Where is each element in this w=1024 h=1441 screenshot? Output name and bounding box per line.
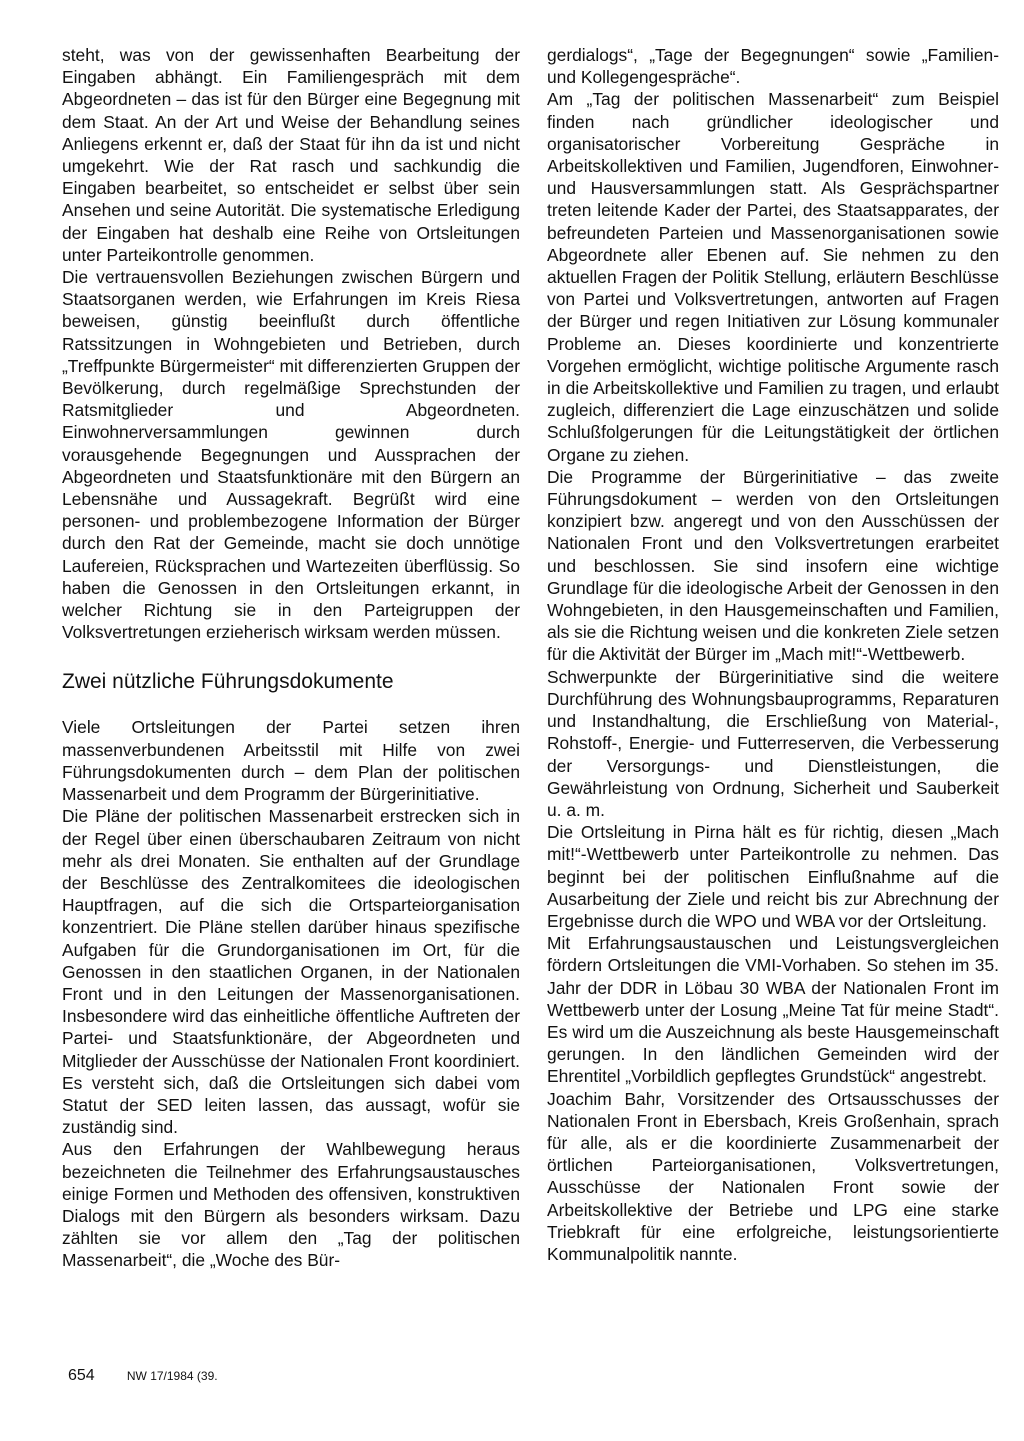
paragraph: Viele Ortsleitungen der Partei setzen ihren massenverbundenen Arbeitsstil mit Hilfe von zwei Führungsdokumenten durch – dem Plan der politischen Massenarbeit und dem Programm der Bürgerinitiative. (62, 717, 520, 805)
paragraph: Am „Tag der politischen Massenarbeit“ zum Beispiel finden nach gründlicher ideologischer und organisatorischer Vorbereitung Gespräche in Arbeitskollektiven und Familien, Jugendforen, Einwohner- und Hausversammlungen statt. Als Gesprächspartner treten leitende Kader der Partei, des Staatsapparates, der befreundeten Parteien und Massenorganisationen sowie Abgeordnete aller Ebenen auf. Sie nehmen zu den aktuellen Fragen der Politik Stellung, erläutern Beschlüsse von Partei und Volksvertretungen, antworten auf Fragen der Bürger und regen Initiativen zur Lösung kommunaler Probleme an. Dieses koordinierte und konzentrierte Vorgehen ermöglicht, wichtige politische Argumente rasch in die Arbeitskollektive und Familien zu tragen, und erlaubt zugleich, differenziert die Lage einzuschätzen und solide Schlußfolgerungen für die Leitungstätigkeit der örtlichen Organe zu ziehen. (547, 89, 999, 465)
paragraph: gerdialogs“, „Tage der Begegnungen“ sowie „Familien- und Kollegengespräche“. (547, 45, 999, 88)
paragraph: Die Ortsleitung in Pirna hält es für richtig, diesen „Mach mit!“-Wettbewerb unter Parteikontrolle zu nehmen. Das beginnt bei der politischen Einflußnahme auf die Ausarbeitung der Ziele und reicht bis zur Abrechnung der Ergebnisse durch die WPO und WBA vor der Ortsleitung. (547, 822, 999, 931)
paragraph: Die Pläne der politischen Massenarbeit erstrecken sich in der Regel über einen überschaubaren Zeitraum von nicht mehr als drei Monaten. Sie enthalten auf der Grundlage der Beschlüsse des Zentralkomitees die ideologischen Hauptfragen, auf die sich die Ortsparteiorganisation konzentriert. Die Pläne stellen darüber hinaus spezifische Aufgaben für die Grundorganisationen im Ort, für die Genossen in den staatlichen Organen, in der Nationalen Front und in den Leitungen der Massenorganisationen. Insbesondere wird das einheitliche öffentliche Auftreten der Partei- und Staatsfunktionäre, der Abgeordneten und Mitglieder der Ausschüsse der Nationalen Front koordiniert. Es versteht sich, daß die Ortsleitungen sich dabei vom Statut der SED leiten lassen, das aussagt, wofür sie zuständig sind. (62, 806, 520, 1138)
paragraph: Mit Erfahrungsaustauschen und Leistungsvergleichen fördern Ortsleitungen die VMI-Vorhaben. So stehen im 35. Jahr der DDR in Löbau 30 WBA der Nationalen Front im Wettbewerb unter der Losung „Meine Tat für meine Stadt“. Es wird um die Auszeichnung als beste Hausgemeinschaft gerungen. In den ländlichen Gemeinden wird der Ehrentitel „Vorbildlich gepflegtes Grundstück“ angestrebt. (547, 933, 999, 1087)
paragraph: Die vertrauensvollen Beziehungen zwischen Bürgern und Staatsorganen werden, wie Erfahrungen im Kreis Riesa beweisen, günstig beeinflußt durch öffentliche Ratssitzungen in Wohngebieten und Betrieben, durch „Treffpunkte Bürgermeister“ mit differenzierten Gruppen der Bevölkerung, durch regelmäßige Sprechstunden der Ratsmitglieder und Abgeordneten. Einwohnerversammlungen gewinnen durch vorausgehende Begegnungen und Aussprachen der Abgeordneten und Staatsfunktionäre mit den Bürgern an Lebensnähe und Aussagekraft. Begrüßt wird eine personen- und problembezogene Information der Bürger durch den Rat der Gemeinde, macht sie doch unnötige Laufereien, Rücksprachen und Wartezeiten überflüssig. So haben die Genossen in den Ortsleitungen erkannt, in welcher Richtung sie in den Parteigruppen der Volksvertretungen erzieherisch wirksam werden müssen. (62, 267, 520, 643)
issue-reference: NW 17/1984 (39. (126, 1369, 218, 1383)
paragraph: Schwerpunkte der Bürgerinitiative sind die weitere Durchführung des Wohnungsbauprogramms, Reparaturen und Instandhaltung, die Erschließung von Material-, Rohstoff-, Energie- und Futterreserven, die Verbesserung der Versorgungs- und Dienstleistungen, die Gewährleistung von Ordnung, Sicherheit und Sauberkeit u. a. m. (547, 666, 999, 820)
right-column (547, 44, 999, 1265)
page-footer (68, 1367, 218, 1385)
section-heading: Zwei nützliche Führungsdokumente (62, 670, 394, 694)
paragraph: Joachim Bahr, Vorsitzender des Ortsausschusses der Nationalen Front in Ebersbach, Kreis Großenhain, sprach für alle, als er die koordinierte Zusammenarbeit der örtlichen Parteiorganisationen, Volksvertretungen, Ausschüsse der Nationalen Front sowie der Arbeitskollektive der Betriebe und LPG eine starke Triebkraft für eine erfolgreiche, leistungsorientierte Kommunalpolitik nannte. (547, 1088, 999, 1264)
paragraph: Die Programme der Bürgerinitiative – das zweite Führungsdokument – werden von den Ortsleitungen konzipiert bzw. angeregt und von den Ausschüssen der Nationalen Front und den Volksvertretungen erarbeitet und beschlossen. Sie sind insofern eine wichtige Grundlage für die ideologische Arbeit der Genossen in den Wohngebieten, in den Hausgemeinschaften und Familien, als sie die Richtung weisen und die konkreten Ziele setzen für die Aktivität der Bürger im „Mach mit!“-Wettbewerb. (547, 466, 999, 665)
left-column (62, 44, 520, 1272)
paragraph: Aus den Erfahrungen der Wahlbewegung heraus bezeichneten die Teilnehmer des Erfahrungsaustausches einige Formen und Methoden des offensiven, konstruktiven Dialogs mit den Bürgern als besonders wirksam. Dazu zählten sie vor allem den „Tag der politischen Massenarbeit“, die „Woche des Bür- (62, 1139, 520, 1271)
page-number: 654 (68, 1367, 95, 1384)
paragraph: steht, was von der gewissenhaften Bearbeitung der Eingaben abhängt. Ein Familiengespräch mit dem Abgeordneten – das ist für den Bürger eine Begegnung mit dem Staat. An der Art und Weise der Behandlung seines Anliegens erkennt er, daß der Staat für ihn da ist und nicht umgekehrt. Wie der Rat rasch und sachkundig die Eingaben bearbeitet, so entscheidet er selbst über sein Ansehen und seine Autorität. Die systematische Erledigung der Eingaben hat deshalb eine Reihe von Ortsleitungen unter Parteikontrolle genommen. (62, 45, 520, 265)
